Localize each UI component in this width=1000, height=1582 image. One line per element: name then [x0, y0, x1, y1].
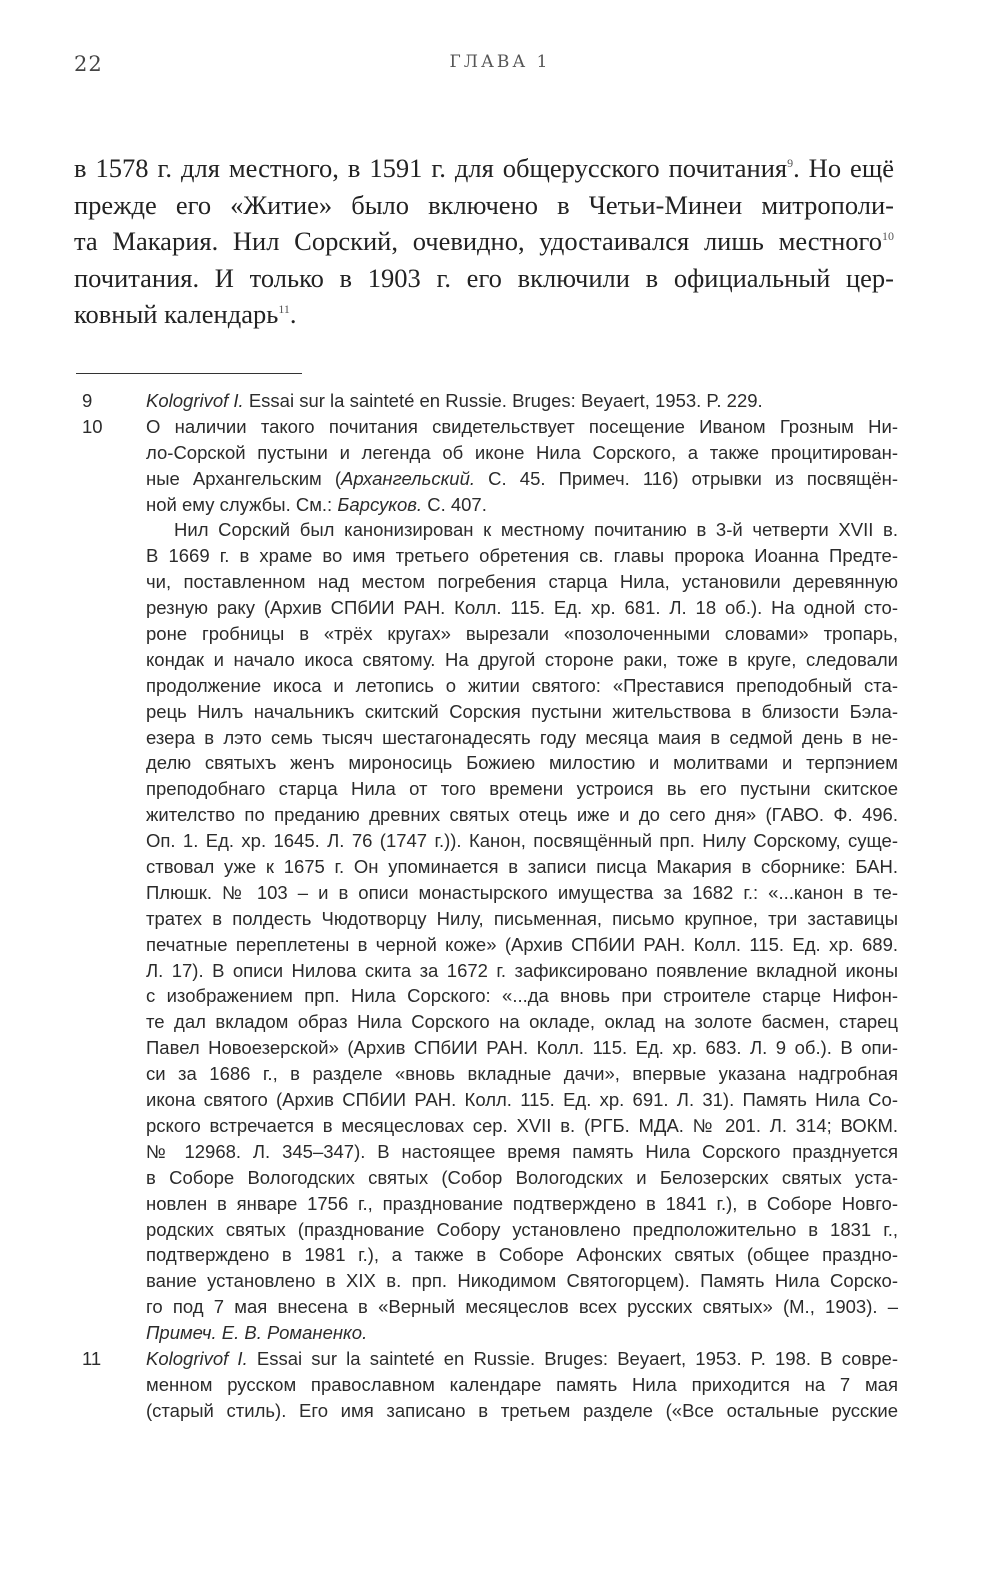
body-line: почитания. И только в 1903 г. его включили в официальный цер-	[74, 262, 894, 293]
footnote-author: Kologrivof I.	[146, 390, 244, 411]
footnote-line: делю святыхъ женъ мироносиць Божиею милостию и молитвами и терпэнием	[146, 752, 898, 774]
footnotes	[74, 388, 898, 1424]
footnote-11	[74, 1346, 898, 1424]
footnote-line: № 12968. Л. 345–347). В настоящее время память Нила Сорского празднуется	[146, 1140, 898, 1162]
footnote-line: си за 1686 г., в разделе «вновь вкладные дачи», впервые указана надгробная	[146, 1063, 898, 1085]
footnote-line: печатные переплетены в черной коже» (Архив СПбИИ РАН. Колл. 115. Ед. хр. 689.	[146, 933, 898, 955]
footnote-number: 11	[82, 1347, 102, 1369]
footnote-line: О наличии такого почитания свидетельствует посещение Иваном Грозным Ни-	[146, 415, 898, 437]
page-number: 22	[74, 52, 103, 76]
footnote-author: Kologrivof I.	[146, 1347, 248, 1369]
footnote-line: вание установлено в XIX в. прп. Никодимом Святогорцем). Память Нила Сорско-	[146, 1270, 898, 1292]
footnote-line: менном русском православном календаре память Нила приходится на 7 мая	[146, 1373, 898, 1395]
body-text	[74, 150, 894, 333]
footnote-ref-11[interactable]: 11	[278, 302, 290, 317]
footnote-line: рского встречается в месяцесловах сер. XVII в. (РГБ. МДА. № 201. Л. 314; ВОКМ.	[146, 1114, 898, 1136]
footnote-10	[74, 414, 898, 1346]
footnote-separator	[76, 373, 302, 374]
footnote-line: ной ему службы. См.: Барсуков. С. 407.	[146, 493, 487, 515]
footnote-ref-10[interactable]: 10	[882, 229, 894, 244]
footnote-line: новлен в январе 1756 г., празднование подтверждено в 1841 г.), в Соборе Новго-	[146, 1192, 898, 1214]
footnote-9	[74, 388, 898, 414]
footnote-line: Л. 17). В описи Нилова скита за 1672 г. зафиксировано появление вкладной иконы	[146, 959, 898, 981]
footnote-line: родских святых (празднование Собору установлено предположительно в 1831 г.,	[146, 1218, 898, 1240]
footnote-line: с изображением прп. Нила Сорского: «...да вновь при строителе старце Нифон-	[146, 985, 898, 1007]
footnote-line: езера в лэто семь тысяч шестагонадесять году месяца маия в седмой день в не-	[146, 726, 898, 748]
footnote-line: тратех в полдесть Чюдотворцу Нилу, письменная, письмо крупное, три заставицы	[146, 907, 898, 929]
body-line: прежде его «Житие» было включено в Четьи-Минеи митрополи-	[74, 189, 894, 220]
footnote-line: (старый стиль). Его имя записано в третьем разделе («Все остальные русские	[146, 1399, 898, 1421]
body-line: ковный календарь$^{11}$.	[74, 299, 297, 329]
footnote-line: ло-Сорской пустыни и легенда об иконе Нила Сорского, а также процитирован-	[146, 441, 898, 463]
footnote-line: Kologrivof I. Essai sur la sainteté en Russie. Bruges: Beyaert, 1953. P. 198. В совре-	[146, 1347, 899, 1369]
footnote-line: продолжение икоса и летопись о житии святого: «Преставися преподобный ста-	[146, 674, 898, 696]
footnote-line: икона святого (Архив СПбИИ РАН. Колл. 115. Ед. хр. 691. Л. 31). Память Нила Со-	[146, 1089, 898, 1111]
footnote-line: Kologrivof I. Essai sur la sainteté en Russie. Bruges: Beyaert, 1953. P. 229.	[146, 390, 763, 411]
footnote-attribution: Примеч. Е. В. Романенко.	[146, 1322, 368, 1344]
footnote-line: го под 7 мая внесена в «Верный месяцеслов всех русских святых» (М., 1903). –	[146, 1296, 898, 1318]
running-head: ГЛАВА 1	[449, 52, 551, 72]
footnote-line: роне гробницы в «трёх кругах» вырезали «позолоченными словами» тропарь,	[146, 623, 898, 645]
footnote-line: В 1669 г. в храме во имя третьего обретения св. главы пророка Иоанна Предте-	[146, 545, 898, 567]
footnote-line: Нил Сорский был канонизирован к местному почитанию в 3-й четверти XVII в.	[174, 519, 898, 541]
footnote-line: те дал вкладом образ Нила Сорского на окладе, оклад на золоте басмен, старец	[146, 1011, 898, 1033]
footnote-line: жителство по преданию древних святых отець иже и до сего дня» (ГАВО. Ф. 496.	[146, 804, 898, 826]
footnote-line: Оп. 1. Ед. хр. 1645. Л. 76 (1747 г.)). Канон, посвящённый прп. Нилу Сорскому, суще-	[146, 830, 898, 852]
footnote-line: ствовал уже к 1675 г. Он упоминается в записи писца Макария в сборнике: БАН.	[146, 856, 898, 878]
footnote-line: ные Архангельским (Архангельский. С. 45. Примеч. 116) отрывки из посвящён-	[146, 467, 898, 489]
footnote-line: Павел Новоезерской» (Архив СПбИИ РАН. Колл. 115. Ед. хр. 683. Л. 9 об.). В опи-	[146, 1037, 898, 1059]
footnote-line: рець Нилъ начальникъ скитский Сорския пустыни жительствова в близости Бэла-	[146, 700, 898, 722]
footnote-line: чи, поставленном над местом погребения старца Нила, установили деревянную	[146, 571, 898, 593]
footnote-line: преподобнаго старца Нила от того времени устроися вь его пустыни скитское	[146, 778, 898, 800]
footnote-number: 10	[82, 415, 103, 437]
body-line: та Макария. Нил Сорский, очевидно, удостаивался лишь местного$^{10}$	[74, 226, 894, 256]
footnote-line: подтверждено в 1981 г.), а также в Соборе Афонских святых (общее праздно-	[146, 1244, 898, 1266]
footnote-line: Плюшк. № 103 – и в описи монастырского имущества за 1682 г.: «...канон в те-	[146, 881, 898, 903]
footnote-line: в Соборе Вологодских святых (Собор Вологодских и Белозерских святых уста-	[146, 1166, 898, 1188]
body-line: в 1578 г. для местного, в 1591 г. для общерусского почитания$^9$. Но ещё	[74, 153, 894, 183]
page-header	[0, 52, 1000, 86]
footnote-number: 9	[82, 390, 93, 411]
footnote-line: резную раку (Архив СПбИИ РАН. Колл. 115. Ед. хр. 681. Л. 18 об.). На одной сто-	[146, 597, 898, 619]
footnote-line: кондак и начало икоса святому. На другой стороне раки, тоже в круге, следовали	[146, 648, 898, 670]
footnote-ref-9[interactable]: 9	[787, 156, 794, 171]
